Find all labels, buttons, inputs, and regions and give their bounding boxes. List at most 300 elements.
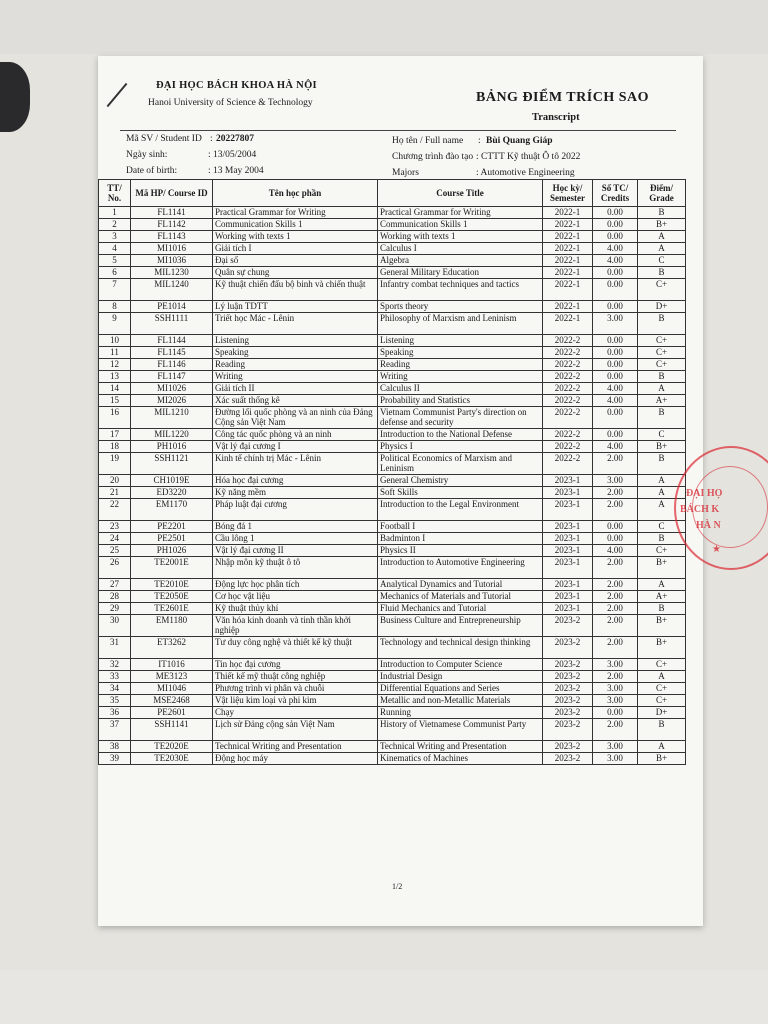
course-id-cell: MSE2468 <box>131 695 213 707</box>
row-number-cell: 16 <box>99 407 131 429</box>
grade-cell: A <box>638 499 686 521</box>
table-row <box>99 395 686 407</box>
course-id-cell: MIL1220 <box>131 429 213 441</box>
course-name-vi-cell: Vật lý đại cương I <box>213 441 378 453</box>
document-subtitle: Transcript <box>532 112 580 123</box>
student-id-label: Mã SV / Student ID <box>126 134 202 144</box>
grades-table <box>98 179 686 765</box>
semester-cell: 2023-1 <box>543 499 593 521</box>
grade-cell: A+ <box>638 591 686 603</box>
semester-cell: 2023-2 <box>543 741 593 753</box>
semester-cell: 2023-1 <box>543 487 593 499</box>
credits-cell: 3.00 <box>593 741 638 753</box>
semester-cell: 2022-1 <box>543 243 593 255</box>
credits-cell: 0.00 <box>593 279 638 301</box>
credits-cell: 0.00 <box>593 347 638 359</box>
course-name-vi-cell: Communication Skills 1 <box>213 219 378 231</box>
credits-cell: 3.00 <box>593 683 638 695</box>
table-row <box>99 335 686 347</box>
course-id-cell: TE2020E <box>131 741 213 753</box>
course-id-cell: FL1146 <box>131 359 213 371</box>
credits-cell: 2.00 <box>593 671 638 683</box>
grade-cell: B <box>638 719 686 741</box>
credits-cell: 0.00 <box>593 207 638 219</box>
course-id-cell: ED3220 <box>131 487 213 499</box>
course-name-vi-cell: Xác suất thống kê <box>213 395 378 407</box>
row-number-cell: 3 <box>99 231 131 243</box>
grade-cell: C <box>638 255 686 267</box>
semester-cell: 2023-1 <box>543 557 593 579</box>
seal-star-icon: ★ <box>712 544 721 555</box>
course-name-vi-cell: Triết học Mác - Lênin <box>213 313 378 335</box>
semester-cell: 2022-1 <box>543 279 593 301</box>
header-credits: Số TC/ Credits <box>593 180 638 207</box>
credits-cell: 4.00 <box>593 243 638 255</box>
semester-cell: 2023-2 <box>543 707 593 719</box>
table-row <box>99 521 686 533</box>
course-id-cell: TE2030E <box>131 753 213 765</box>
table-row <box>99 267 686 279</box>
grade-cell: A+ <box>638 395 686 407</box>
course-title-en-cell: Calculus II <box>378 383 543 395</box>
seal-text-line3: HÀ N <box>696 520 721 531</box>
course-id-cell: MIL1210 <box>131 407 213 429</box>
course-title-en-cell: Metallic and non-Metallic Materials <box>378 695 543 707</box>
course-name-vi-cell: Đường lối quốc phòng và an ninh của Đảng Cộng sản Việt Nam <box>213 407 378 429</box>
semester-cell: 2022-2 <box>543 383 593 395</box>
grade-cell: A <box>638 383 686 395</box>
program-value: : CTTT Kỹ thuật Ô tô 2022 <box>476 152 581 162</box>
grade-cell: B+ <box>638 615 686 637</box>
semester-cell: 2022-1 <box>543 207 593 219</box>
course-name-vi-cell: Lý luận TDTT <box>213 301 378 313</box>
semester-cell: 2023-1 <box>543 521 593 533</box>
grade-cell: A <box>638 671 686 683</box>
credits-cell: 2.00 <box>593 719 638 741</box>
course-title-en-cell: Technology and technical design thinking <box>378 637 543 659</box>
course-name-vi-cell: Chạy <box>213 707 378 719</box>
row-number-cell: 36 <box>99 707 131 719</box>
table-row <box>99 231 686 243</box>
course-id-cell: FL1142 <box>131 219 213 231</box>
semester-cell: 2023-1 <box>543 591 593 603</box>
row-number-cell: 17 <box>99 429 131 441</box>
majors-value: : Automotive Engineering <box>476 168 575 178</box>
row-number-cell: 11 <box>99 347 131 359</box>
course-name-vi-cell: Practical Grammar for Writing <box>213 207 378 219</box>
course-title-en-cell: General Chemistry <box>378 475 543 487</box>
course-title-en-cell: Business Culture and Entrepreneurship <box>378 615 543 637</box>
course-id-cell: PE2601 <box>131 707 213 719</box>
grade-cell: C+ <box>638 359 686 371</box>
credits-cell: 0.00 <box>593 231 638 243</box>
course-name-vi-cell: Writing <box>213 371 378 383</box>
credits-cell: 0.00 <box>593 335 638 347</box>
grade-cell: A <box>638 579 686 591</box>
course-name-vi-cell: Kỹ thuật chiến đấu bộ binh và chiến thuật <box>213 279 378 301</box>
table-row <box>99 243 686 255</box>
course-name-vi-cell: Thiết kế mỹ thuật công nghiệp <box>213 671 378 683</box>
course-title-en-cell: Analytical Dynamics and Tutorial <box>378 579 543 591</box>
row-number-cell: 28 <box>99 591 131 603</box>
credits-cell: 3.00 <box>593 475 638 487</box>
course-name-vi-cell: Technical Writing and Presentation <box>213 741 378 753</box>
course-id-cell: ME3123 <box>131 671 213 683</box>
row-number-cell: 9 <box>99 313 131 335</box>
course-id-cell: TE2050E <box>131 591 213 603</box>
course-id-cell: PE2201 <box>131 521 213 533</box>
dob-en-value: : 13 May 2004 <box>208 166 264 176</box>
credits-cell: 0.00 <box>593 407 638 429</box>
course-id-cell: FL1141 <box>131 207 213 219</box>
course-name-vi-cell: Động học máy <box>213 753 378 765</box>
row-number-cell: 2 <box>99 219 131 231</box>
credits-cell: 0.00 <box>593 219 638 231</box>
table-row <box>99 219 686 231</box>
row-number-cell: 34 <box>99 683 131 695</box>
row-number-cell: 39 <box>99 753 131 765</box>
grade-cell: C <box>638 521 686 533</box>
grade-cell: C+ <box>638 279 686 301</box>
semester-cell: 2022-1 <box>543 255 593 267</box>
credits-cell: 2.00 <box>593 603 638 615</box>
course-id-cell: CH1019E <box>131 475 213 487</box>
table-row <box>99 429 686 441</box>
university-name-vi: ĐẠI HỌC BÁCH KHOA HÀ NỘI <box>156 80 317 91</box>
majors-label: Majors <box>392 168 419 178</box>
table-row <box>99 383 686 395</box>
header-course-title: Course Title <box>378 180 543 207</box>
course-name-vi-cell: Cơ học vật liệu <box>213 591 378 603</box>
grade-cell: A <box>638 741 686 753</box>
semester-cell: 2022-1 <box>543 313 593 335</box>
course-title-en-cell: Speaking <box>378 347 543 359</box>
seal-text-line1: ĐẠI HỌ <box>686 488 723 499</box>
grade-cell: B+ <box>638 753 686 765</box>
course-name-vi-cell: Hóa học đại cương <box>213 475 378 487</box>
credits-cell: 0.00 <box>593 267 638 279</box>
credits-cell: 0.00 <box>593 429 638 441</box>
course-name-vi-cell: Phương trình vi phân và chuỗi <box>213 683 378 695</box>
table-row <box>99 359 686 371</box>
page-number: 1/2 <box>392 882 403 891</box>
grade-cell: C+ <box>638 347 686 359</box>
course-id-cell: MI1026 <box>131 383 213 395</box>
course-name-vi-cell: Speaking <box>213 347 378 359</box>
row-number-cell: 1 <box>99 207 131 219</box>
table-row <box>99 441 686 453</box>
credits-cell: 0.00 <box>593 359 638 371</box>
row-number-cell: 8 <box>99 301 131 313</box>
credits-cell: 2.00 <box>593 499 638 521</box>
course-name-vi-cell: Quân sự chung <box>213 267 378 279</box>
course-id-cell: MI1016 <box>131 243 213 255</box>
course-id-cell: MIL1240 <box>131 279 213 301</box>
grade-cell: B+ <box>638 219 686 231</box>
grade-cell: C+ <box>638 683 686 695</box>
row-number-cell: 29 <box>99 603 131 615</box>
semester-cell: 2022-2 <box>543 371 593 383</box>
credits-cell: 4.00 <box>593 441 638 453</box>
course-title-en-cell: Fluid Mechanics and Tutorial <box>378 603 543 615</box>
header-divider <box>120 130 676 131</box>
course-title-en-cell: Introduction to the National Defense <box>378 429 543 441</box>
course-id-cell: MI1036 <box>131 255 213 267</box>
semester-cell: 2023-1 <box>543 475 593 487</box>
table-row <box>99 313 686 335</box>
grade-cell: A <box>638 475 686 487</box>
semester-cell: 2022-2 <box>543 335 593 347</box>
course-name-vi-cell: Working with texts 1 <box>213 231 378 243</box>
row-number-cell: 13 <box>99 371 131 383</box>
semester-cell: 2022-1 <box>543 219 593 231</box>
seal-text-line2: BÁCH K <box>680 504 720 515</box>
row-number-cell: 27 <box>99 579 131 591</box>
semester-cell: 2023-1 <box>543 545 593 557</box>
table-row <box>99 603 686 615</box>
semester-cell: 2023-2 <box>543 719 593 741</box>
credits-cell: 3.00 <box>593 659 638 671</box>
row-number-cell: 7 <box>99 279 131 301</box>
university-name-en: Hanoi University of Science & Technology <box>148 98 313 108</box>
grade-cell: B <box>638 407 686 429</box>
course-name-vi-cell: Động lực học phân tích <box>213 579 378 591</box>
table-row <box>99 207 686 219</box>
semester-cell: 2022-2 <box>543 429 593 441</box>
program-label: Chương trình đào tạo <box>392 152 474 162</box>
credits-cell: 2.00 <box>593 453 638 475</box>
table-row <box>99 683 686 695</box>
student-id-value: 20227807 <box>216 134 254 144</box>
course-title-en-cell: Differential Equations and Series <box>378 683 543 695</box>
credits-cell: 3.00 <box>593 313 638 335</box>
course-id-cell: SSH1111 <box>131 313 213 335</box>
credits-cell: 3.00 <box>593 753 638 765</box>
course-name-vi-cell: Đại số <box>213 255 378 267</box>
course-title-en-cell: Listening <box>378 335 543 347</box>
full-name-value: Bùi Quang Giáp <box>486 136 553 146</box>
table-row <box>99 637 686 659</box>
semester-cell: 2023-2 <box>543 695 593 707</box>
transcript-page <box>98 56 703 926</box>
course-name-vi-cell: Kỹ thuật thủy khí <box>213 603 378 615</box>
grade-cell: B <box>638 267 686 279</box>
table-row <box>99 557 686 579</box>
table-row <box>99 615 686 637</box>
course-id-cell: PE2501 <box>131 533 213 545</box>
course-id-cell: PE1014 <box>131 301 213 313</box>
row-number-cell: 14 <box>99 383 131 395</box>
grade-cell: B <box>638 207 686 219</box>
header-course-id: Mã HP/ Course ID <box>131 180 213 207</box>
grade-cell: A <box>638 231 686 243</box>
course-title-en-cell: General Military Education <box>378 267 543 279</box>
table-row <box>99 719 686 741</box>
grade-cell: A <box>638 487 686 499</box>
course-name-vi-cell: Kỹ năng mềm <box>213 487 378 499</box>
semester-cell: 2023-2 <box>543 671 593 683</box>
semester-cell: 2022-2 <box>543 347 593 359</box>
table-row <box>99 371 686 383</box>
course-id-cell: IT1016 <box>131 659 213 671</box>
course-title-en-cell: Practical Grammar for Writing <box>378 207 543 219</box>
table-row <box>99 591 686 603</box>
background-surface-bottom <box>0 970 768 1024</box>
grade-cell: B <box>638 313 686 335</box>
header-no: TT/ No. <box>99 180 131 207</box>
course-id-cell: MIL1230 <box>131 267 213 279</box>
table-row <box>99 753 686 765</box>
grade-cell: D+ <box>638 301 686 313</box>
header-semester: Học kỳ/ Semester <box>543 180 593 207</box>
grade-cell: C+ <box>638 695 686 707</box>
background-surface-top <box>0 0 768 54</box>
row-number-cell: 32 <box>99 659 131 671</box>
row-number-cell: 24 <box>99 533 131 545</box>
row-number-cell: 31 <box>99 637 131 659</box>
header-course-name-vi: Tên học phần <box>213 180 378 207</box>
course-name-vi-cell: Giải tích II <box>213 383 378 395</box>
course-title-en-cell: Introduction to Computer Science <box>378 659 543 671</box>
grade-cell: C+ <box>638 545 686 557</box>
course-id-cell: PH1016 <box>131 441 213 453</box>
course-title-en-cell: Algebra <box>378 255 543 267</box>
table-row <box>99 659 686 671</box>
grade-cell: B+ <box>638 441 686 453</box>
row-number-cell: 6 <box>99 267 131 279</box>
row-number-cell: 33 <box>99 671 131 683</box>
semester-cell: 2023-2 <box>543 637 593 659</box>
course-title-en-cell: Writing <box>378 371 543 383</box>
grade-cell: C+ <box>638 335 686 347</box>
course-name-vi-cell: Văn hóa kinh doanh và tinh thần khởi nghiệp <box>213 615 378 637</box>
course-title-en-cell: Physics II <box>378 545 543 557</box>
table-row <box>99 475 686 487</box>
credits-cell: 4.00 <box>593 255 638 267</box>
dob-vi-value: : 13/05/2004 <box>208 150 257 160</box>
course-title-en-cell: Kinematics of Machines <box>378 753 543 765</box>
grade-cell: A <box>638 243 686 255</box>
semester-cell: 2023-1 <box>543 579 593 591</box>
grade-cell: B+ <box>638 557 686 579</box>
semester-cell: 2022-2 <box>543 359 593 371</box>
semester-cell: 2023-2 <box>543 615 593 637</box>
credits-cell: 0.00 <box>593 533 638 545</box>
semester-cell: 2023-2 <box>543 683 593 695</box>
credits-cell: 2.00 <box>593 579 638 591</box>
course-title-en-cell: History of Vietnamese Communist Party <box>378 719 543 741</box>
full-name-colon: : <box>478 136 481 146</box>
semester-cell: 2022-2 <box>543 453 593 475</box>
course-name-vi-cell: Bóng đá 1 <box>213 521 378 533</box>
course-name-vi-cell: Reading <box>213 359 378 371</box>
table-header-row <box>99 180 686 207</box>
table-row <box>99 671 686 683</box>
table-row <box>99 741 686 753</box>
table-row <box>99 279 686 301</box>
course-title-en-cell: Running <box>378 707 543 719</box>
credits-cell: 2.00 <box>593 591 638 603</box>
semester-cell: 2022-1 <box>543 231 593 243</box>
grade-cell: B <box>638 371 686 383</box>
course-id-cell: FL1147 <box>131 371 213 383</box>
table-row <box>99 407 686 429</box>
row-number-cell: 10 <box>99 335 131 347</box>
row-number-cell: 21 <box>99 487 131 499</box>
course-id-cell: FL1144 <box>131 335 213 347</box>
credits-cell: 3.00 <box>593 695 638 707</box>
grade-cell: C <box>638 429 686 441</box>
grade-cell: D+ <box>638 707 686 719</box>
course-title-en-cell: Technical Writing and Presentation <box>378 741 543 753</box>
row-number-cell: 30 <box>99 615 131 637</box>
course-title-en-cell: Industrial Design <box>378 671 543 683</box>
credits-cell: 0.00 <box>593 521 638 533</box>
course-title-en-cell: Probability and Statistics <box>378 395 543 407</box>
row-number-cell: 38 <box>99 741 131 753</box>
row-number-cell: 37 <box>99 719 131 741</box>
course-id-cell: FL1143 <box>131 231 213 243</box>
row-number-cell: 23 <box>99 521 131 533</box>
table-row <box>99 579 686 591</box>
credits-cell: 2.00 <box>593 615 638 637</box>
student-id-colon: : <box>210 134 213 144</box>
semester-cell: 2023-1 <box>543 603 593 615</box>
semester-cell: 2022-1 <box>543 301 593 313</box>
course-title-en-cell: Reading <box>378 359 543 371</box>
credits-cell: 0.00 <box>593 371 638 383</box>
table-row <box>99 301 686 313</box>
credits-cell: 2.00 <box>593 557 638 579</box>
row-number-cell: 15 <box>99 395 131 407</box>
table-row <box>99 487 686 499</box>
course-id-cell: ET3262 <box>131 637 213 659</box>
credits-cell: 2.00 <box>593 637 638 659</box>
course-title-en-cell: Vietnam Communist Party's direction on defense and security <box>378 407 543 429</box>
credits-cell: 0.00 <box>593 301 638 313</box>
course-id-cell: PH1026 <box>131 545 213 557</box>
course-name-vi-cell: Listening <box>213 335 378 347</box>
course-title-en-cell: Communication Skills 1 <box>378 219 543 231</box>
course-name-vi-cell: Tư duy công nghệ và thiết kế kỹ thuật <box>213 637 378 659</box>
credits-cell: 4.00 <box>593 545 638 557</box>
document-title: BẢNG ĐIỂM TRÍCH SAO <box>476 90 649 105</box>
row-number-cell: 26 <box>99 557 131 579</box>
credits-cell: 4.00 <box>593 395 638 407</box>
semester-cell: 2022-2 <box>543 395 593 407</box>
course-title-en-cell: Calculus I <box>378 243 543 255</box>
course-title-en-cell: Philosophy of Marxism and Leninism <box>378 313 543 335</box>
course-title-en-cell: Football I <box>378 521 543 533</box>
table-row <box>99 533 686 545</box>
credits-cell: 0.00 <box>593 707 638 719</box>
course-title-en-cell: Working with texts 1 <box>378 231 543 243</box>
course-name-vi-cell: Lịch sử Đảng cộng sản Việt Nam <box>213 719 378 741</box>
semester-cell: 2023-2 <box>543 659 593 671</box>
dob-vi-label: Ngày sinh: <box>126 150 168 160</box>
semester-cell: 2022-2 <box>543 407 593 429</box>
semester-cell: 2023-1 <box>543 533 593 545</box>
full-name-label: Họ tên / Full name <box>392 136 464 146</box>
course-name-vi-cell: Kinh tế chính trị Mác - Lênin <box>213 453 378 475</box>
course-id-cell: FL1145 <box>131 347 213 359</box>
table-row <box>99 695 686 707</box>
table-row <box>99 347 686 359</box>
table-row <box>99 499 686 521</box>
semester-cell: 2022-2 <box>543 441 593 453</box>
course-title-en-cell: Soft Skills <box>378 487 543 499</box>
row-number-cell: 20 <box>99 475 131 487</box>
